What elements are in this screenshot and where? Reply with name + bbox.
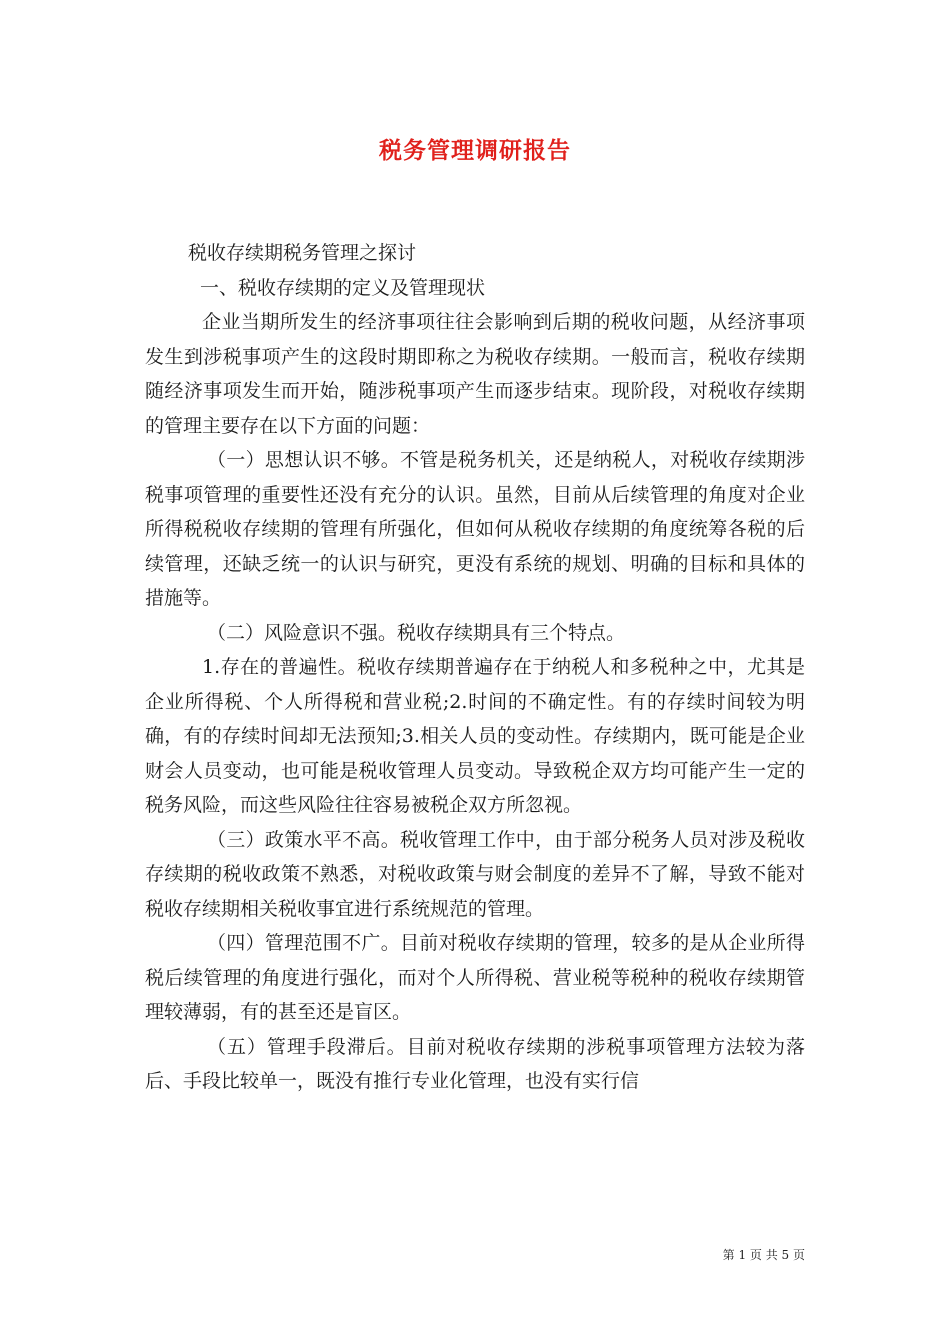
paragraph-item-3: （三）政策水平不高。税收管理工作中，由于部分税务人员对涉及税收存续期的税收政策不熟悉，对税收政策与财会制度的差异不了解，导致不能对税收存续期相关税收事宜进行系统规范的管理。: [145, 828, 805, 920]
document-title: 税务管理调研报告: [379, 137, 571, 164]
page-number: 第 1 页 共 5 页: [722, 1248, 805, 1262]
paragraph-item-2: （二）风险意识不强。税收存续期具有三个特点。: [207, 621, 626, 644]
paragraph-intro: 企业当期所发生的经济事项往往会影响到后期的税收问题，从经济事项发生到涉税事项产生的这段时期即称之为税收存续期。一般而言，税收存续期随经济事项发生而开始，随涉税事项产生而逐步结束。现阶段，对税收存续期的管理主要存在以下方面的问题：: [145, 311, 805, 437]
paragraph-item-4: （四）管理范围不广。目前对税收存续期的管理，较多的是从企业所得税后续管理的角度进行强化，而对个人所得税、营业税等税种的税收存续期管理较薄弱，有的甚至还是盲区。: [145, 932, 805, 1023]
section-heading: 一、税收存续期的定义及管理现状: [200, 276, 486, 299]
document-subtitle: 税收存续期税务管理之探讨: [188, 242, 417, 264]
document-body: [145, 236, 805, 1099]
paragraph-features: 1.存在的普遍性。税收存续期普遍存在于纳税人和多税种之中，尤其是企业所得税、个人所得税和营业税;2.时间的不确定性。有的存续时间较为明确，有的存续时间却无法预知;3.相关人员的变动性。存续期内，既可能是企业财会人员变动，也可能是税收管理人员变动。导致税企双方均可能产生一定的税务风险，而这些风险往往容易被税企双方所忽视。: [145, 656, 805, 816]
paragraph-item-5: （五）管理手段滞后。目前对税收存续期的涉税事项管理方法较为落后、手段比较单一，既没有推行专业化管理，也没有实行信: [145, 1035, 805, 1092]
paragraph-item-1: （一）思想认识不够。不管是税务机关，还是纳税人，对税收存续期涉税事项管理的重要性还没有充分的认识。虽然，目前从后续管理的角度对企业所得税税收存续期的管理有所强化，但如何从税收存续期的角度统筹各税的后续管理，还缺乏统一的认识与研究，更没有系统的规划、明确的目标和具体的措施等。: [145, 449, 805, 609]
